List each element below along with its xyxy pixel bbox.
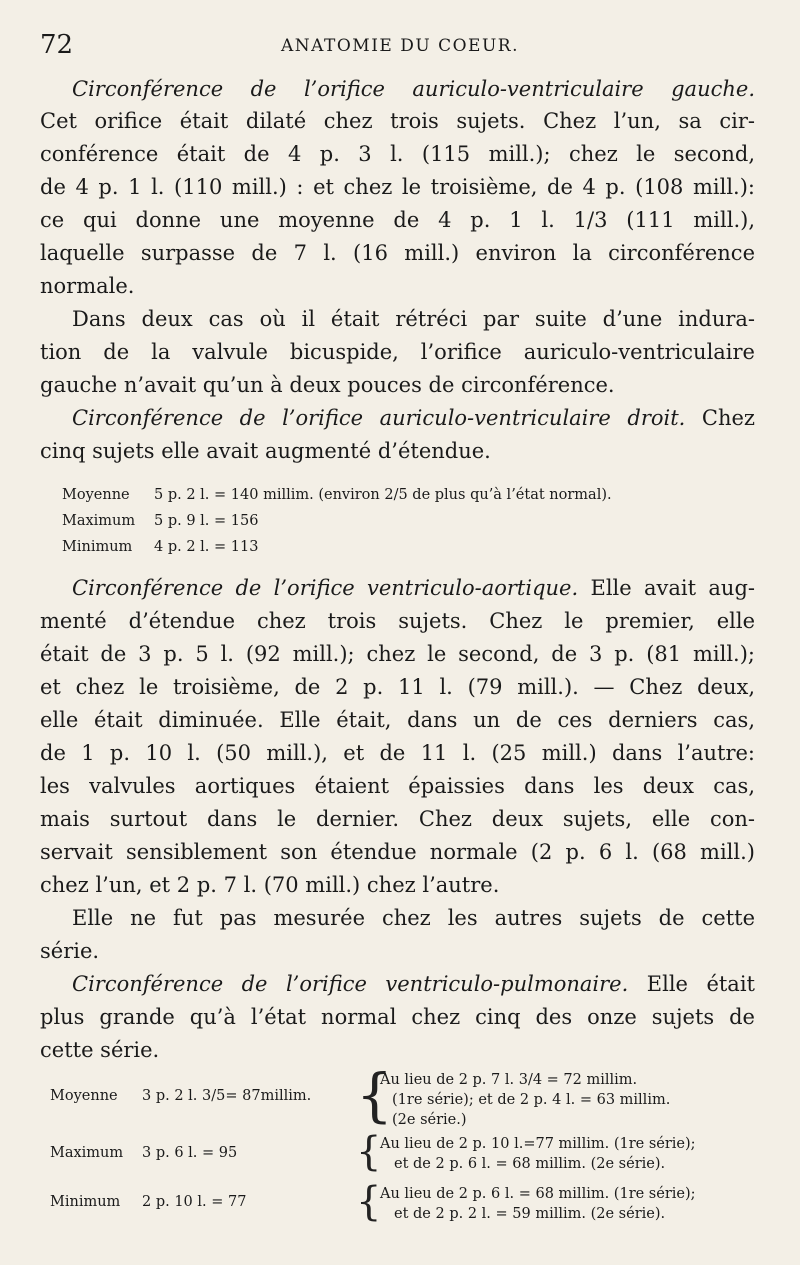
text-line: mais surtout dans le dernier. Chez deux sujets, elle con-	[40, 807, 755, 831]
row-value: 3 p. 2 l. 3/5= 87millim.	[142, 1088, 312, 1104]
page-header	[40, 30, 760, 64]
running-title: ANATOMIE DU COEUR.	[281, 36, 519, 56]
text-line: ce qui donne une moyenne de 4 p. 1 l. 1/3 (111 mill.),	[40, 208, 755, 232]
table2-notes	[380, 1134, 765, 1174]
para3-title-line	[72, 403, 755, 433]
para6-title-line	[72, 969, 755, 999]
note-line: (1re série); et de 2 p. 4 l. = 63 millim.	[392, 1092, 671, 1108]
table2-row-label	[50, 1088, 370, 1104]
table1-row	[62, 510, 258, 532]
note-line: Au lieu de 2 p. 6 l. = 68 millim. (1re série);	[380, 1186, 696, 1202]
row-label: Moyenne	[62, 487, 130, 503]
text-line: Cet orifice était dilaté chez trois sujets. Chez l’un, sa cir-	[40, 109, 755, 133]
text-line: série.	[40, 939, 100, 963]
note-line: et de 2 p. 6 l. = 68 millim. (2e série).	[394, 1156, 666, 1172]
note-line: (2e série.)	[392, 1112, 467, 1128]
row-value: 5 p. 2 l. = 140 millim. (environ 2/5 de plus qu’à l’état normal).	[154, 487, 612, 503]
text-fragment: Elle avait aug-	[590, 576, 755, 600]
text-line: conférence était de 4 p. 3 l. (115 mill.); chez le second,	[40, 142, 755, 166]
text-line: Dans deux cas où il était rétréci par suite d’une indura-	[72, 307, 755, 331]
text-fragment: Elle était	[646, 972, 755, 996]
table1-row	[62, 484, 612, 506]
text-line: était de 3 p. 5 l. (92 mill.); chez le second, de 3 p. (81 mill.);	[40, 642, 755, 666]
section-title-vent-pulmonaire: Circonférence de l’orifice ventriculo-pulmonaire.	[72, 972, 629, 996]
text-line: chez l’un, et 2 p. 7 l. (70 mill.) chez l’autre.	[40, 873, 500, 897]
text-line: tion de la valvule bicuspide, l’orifice auriculo-ventriculaire	[40, 340, 755, 364]
text-line: de 1 p. 10 l. (50 mill.), et de 11 l. (25 mill.) dans l’autre:	[40, 741, 755, 765]
row-value: 2 p. 10 l. = 77	[142, 1194, 247, 1210]
row-value: 4 p. 2 l. = 113	[154, 539, 259, 555]
text-fragment: Chez	[701, 406, 755, 430]
text-line: et chez le troisième, de 2 p. 11 l. (79 mill.). — Chez deux,	[40, 675, 755, 699]
table1-row	[62, 536, 258, 558]
section-title-vent-aortique: Circonférence de l’orifice ventriculo-aortique.	[72, 576, 579, 600]
brace-glyph: {	[356, 1061, 393, 1129]
text-line: de 4 p. 1 l. (110 mill.) : et chez le troisième, de 4 p. (108 mill.):	[40, 175, 755, 199]
table2-notes	[380, 1184, 765, 1224]
row-value: 5 p. 9 l. = 156	[154, 513, 259, 529]
text-line: les valvules aortiques étaient épaissies dans les deux cas,	[40, 774, 755, 798]
para1-title-line	[72, 74, 755, 104]
page-number: 72	[40, 30, 74, 60]
text-line: servait sensiblement son étendue normale (2 p. 6 l. (68 mill.)	[40, 840, 755, 864]
text-line: cette série.	[40, 1038, 160, 1062]
table2-row-label	[50, 1145, 370, 1161]
text-line: Elle ne fut pas mesurée chez les autres sujets de cette	[72, 906, 755, 930]
para4-title-line	[72, 573, 755, 603]
text-line: gauche n’avait qu’un à deux pouces de circonférence.	[40, 373, 615, 397]
note-line: Au lieu de 2 p. 7 l. 3/4 = 72 millim.	[380, 1072, 638, 1088]
note-line: Au lieu de 2 p. 10 l.=77 millim. (1re série);	[380, 1136, 696, 1152]
brace-glyph: {	[356, 1179, 382, 1225]
section-title-aur-vent-gauche: Circonférence de l’orifice auriculo-ventriculaire gauche.	[72, 77, 755, 101]
text-line: cinq sujets elle avait augmenté d’étendue.	[40, 439, 491, 463]
text-line: normale.	[40, 274, 135, 298]
text-line: plus grande qu’à l’état normal chez cinq des onze sujets de	[40, 1005, 755, 1029]
note-line: et de 2 p. 2 l. = 59 millim. (2e série).	[394, 1206, 666, 1222]
table2-notes	[380, 1070, 765, 1130]
row-label: Maximum	[50, 1145, 124, 1161]
text-line: elle était diminuée. Elle était, dans un de ces derniers cas,	[40, 708, 755, 732]
row-label: Minimum	[50, 1194, 121, 1210]
brace-glyph: {	[356, 1129, 382, 1175]
row-label: Moyenne	[50, 1088, 118, 1104]
row-label: Minimum	[62, 539, 133, 555]
table2-row-label	[50, 1194, 370, 1210]
row-label: Maximum	[62, 513, 136, 529]
text-line: menté d’étendue chez trois sujets. Chez le premier, elle	[40, 609, 755, 633]
text-line: laquelle surpasse de 7 l. (16 mill.) environ la circonférence	[40, 241, 755, 265]
section-title-aur-vent-droit: Circonférence de l’orifice auriculo-ventriculaire droit.	[72, 406, 686, 430]
row-value: 3 p. 6 l. = 95	[142, 1145, 238, 1161]
